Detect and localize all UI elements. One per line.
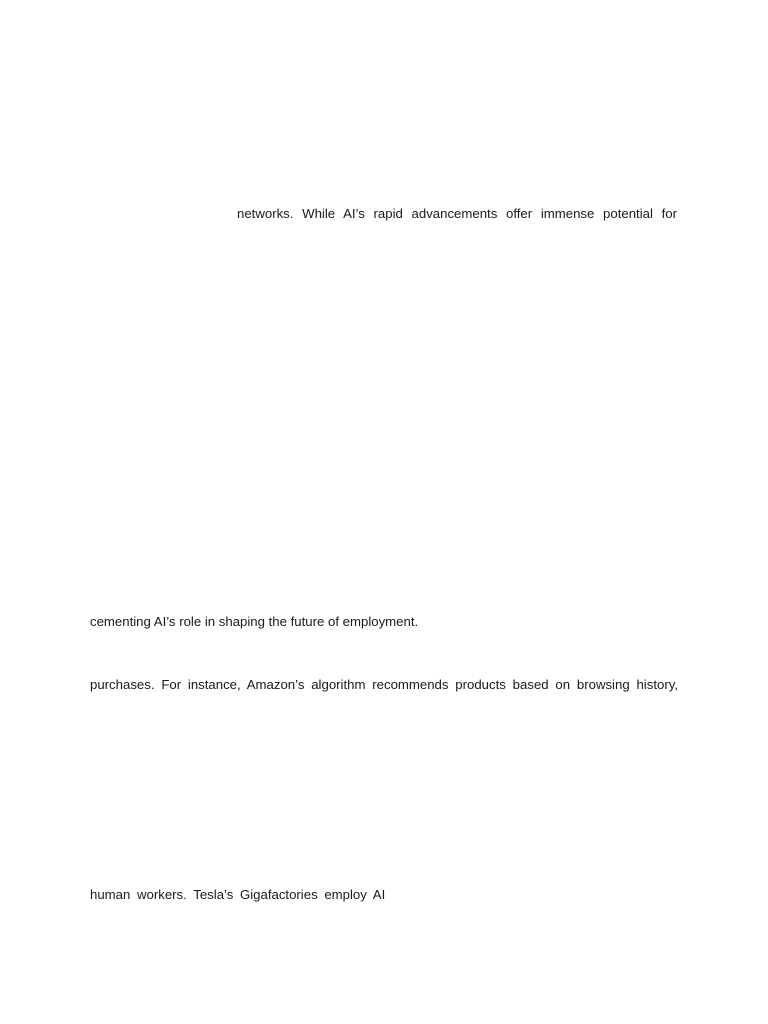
- text-line-human-workers: human workers. Tesla’s Gigafactories employ AI: [90, 887, 386, 902]
- text-line-networks: networks. While AI’s rapid advancements offer immense potential for: [237, 206, 677, 221]
- text-line-purchases: purchases. For instance, Amazon’s algorithm recommends products based on browsing history,: [90, 677, 678, 692]
- text-line-cementing: cementing AI’s role in shaping the future of employment.: [90, 614, 419, 629]
